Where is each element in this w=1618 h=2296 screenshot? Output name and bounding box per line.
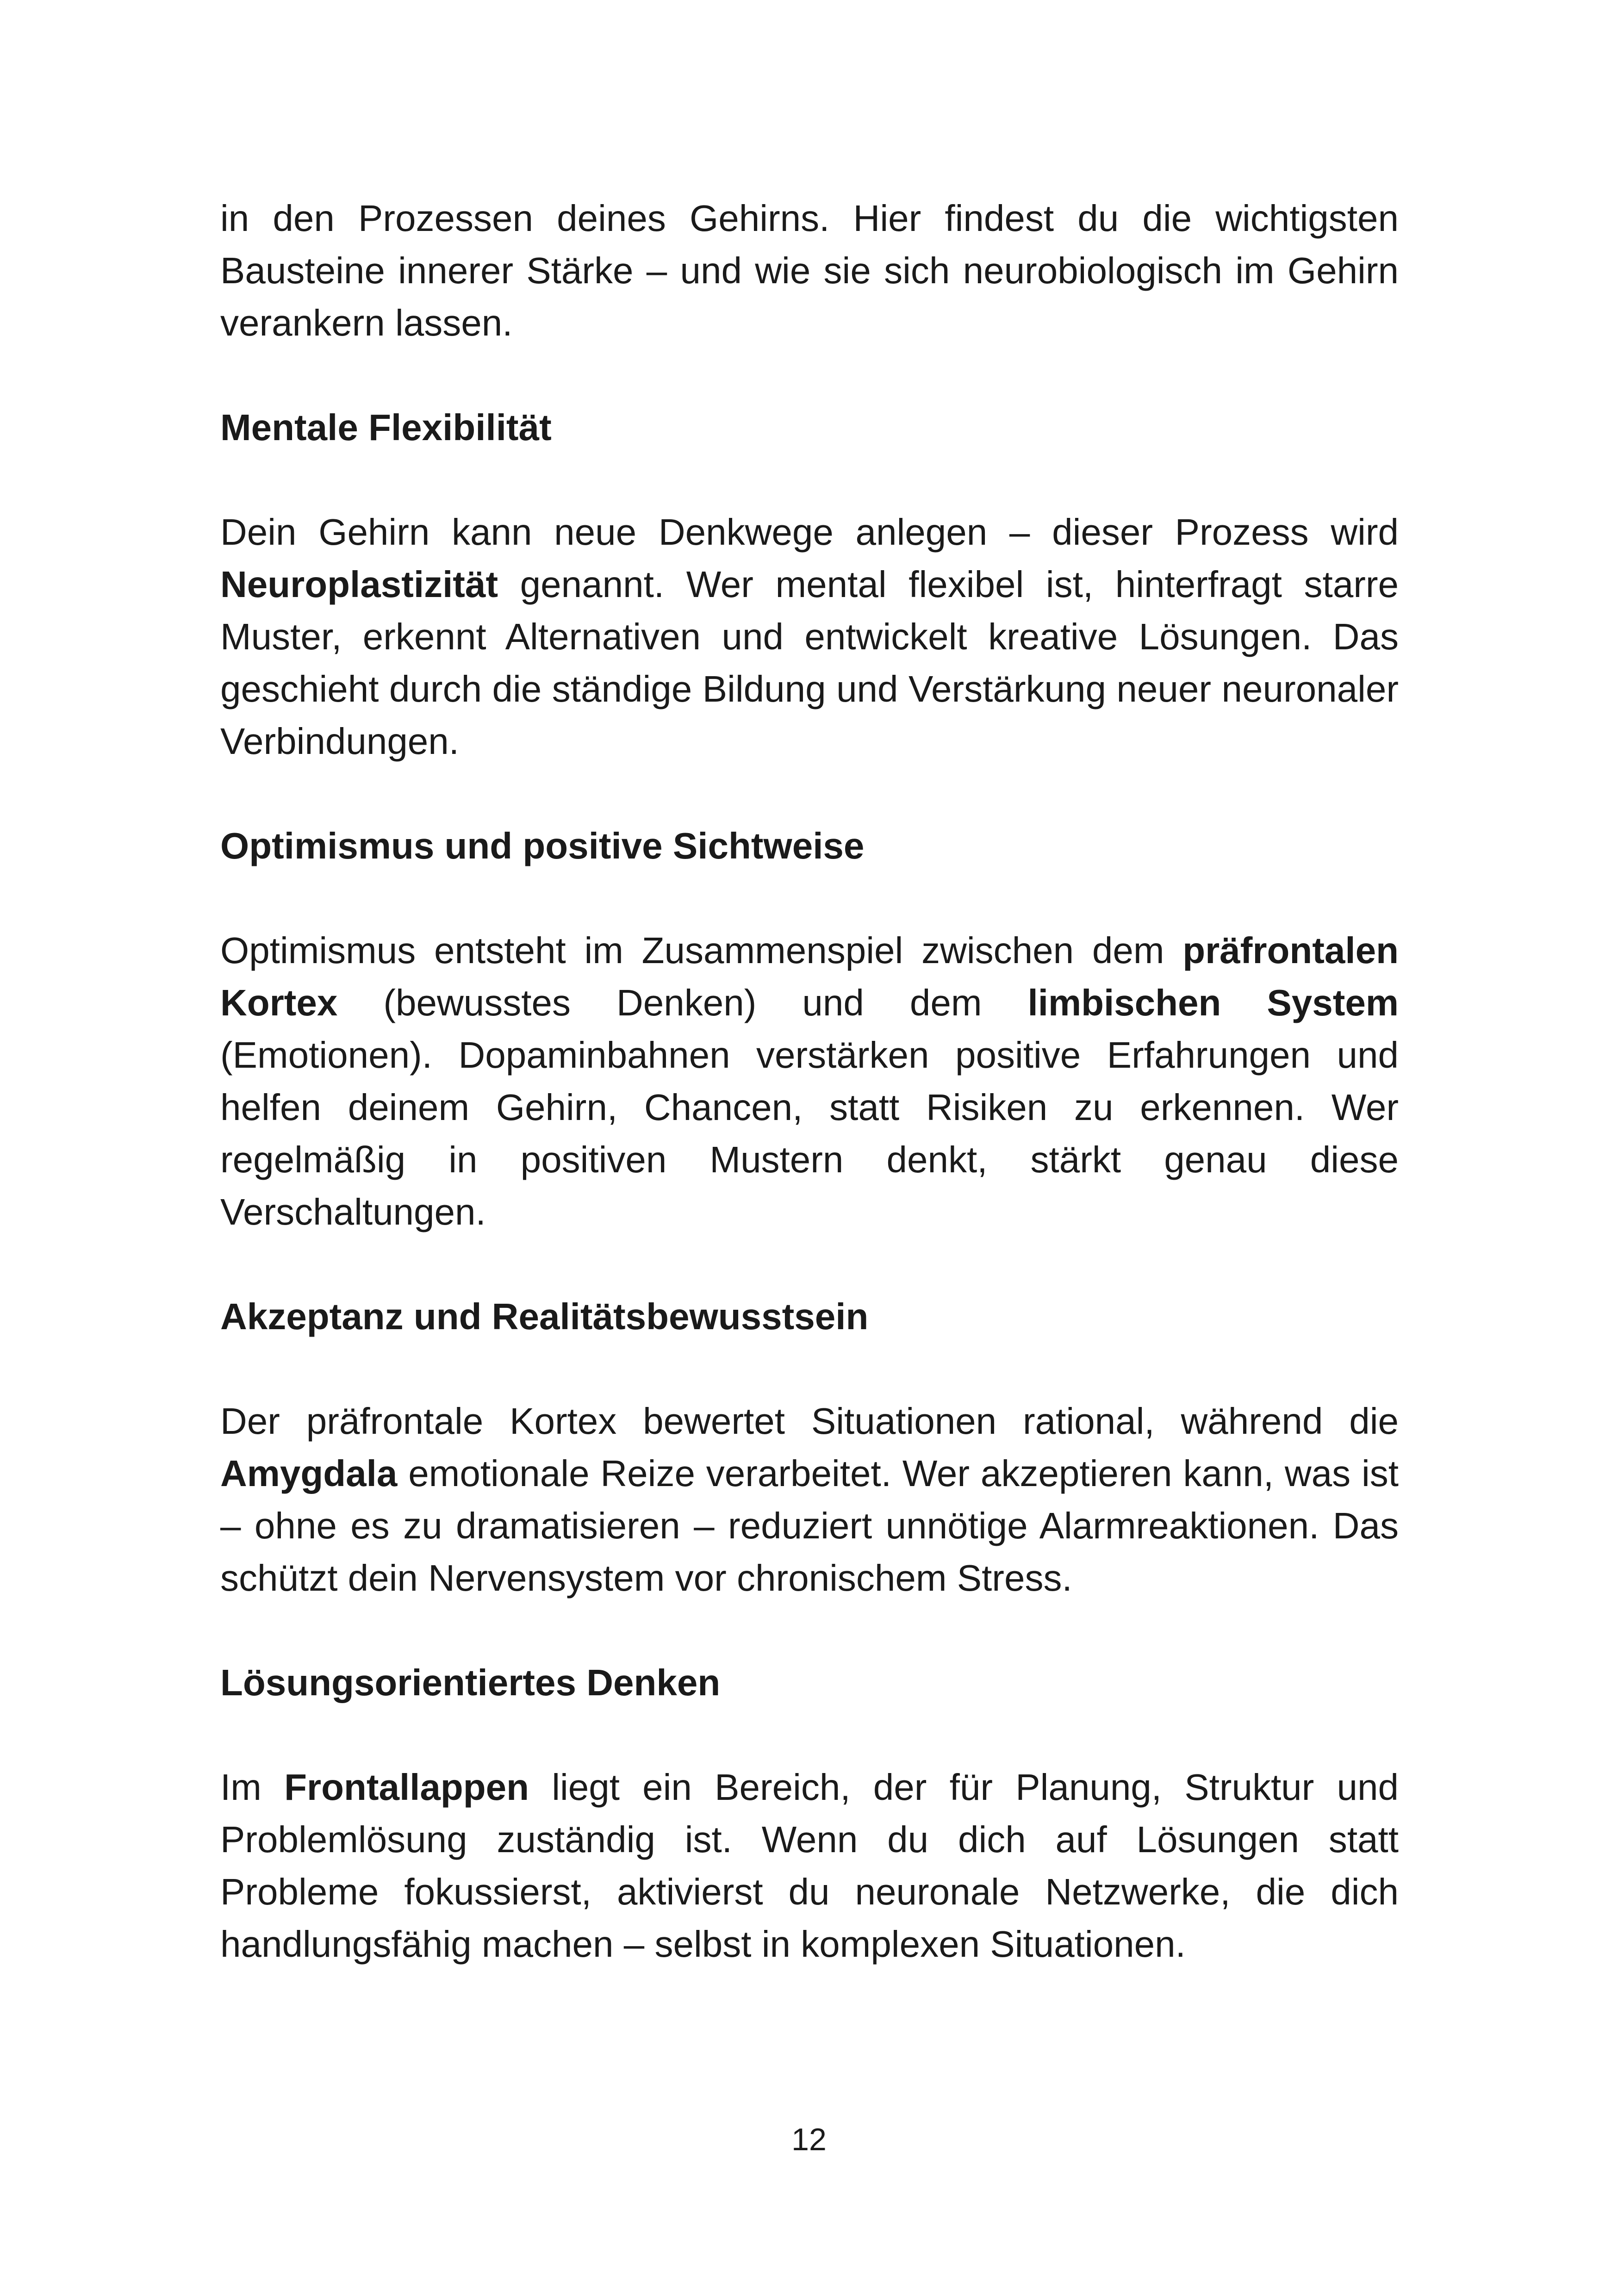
spacer (220, 349, 1399, 401)
paragraph-text: liegt ein Bereich, der für Planung, Struktur und Problemlösung zuständig ist. Wenn du dich auf Lösungen statt Probleme fokussierst, aktivierst du neuronale Netzwerke, die dich handlungsfähig machen – selbst in komplexen Situationen. (220, 1767, 1399, 1965)
section-heading-loesungsorientiert: Lösungsorientiertes Denken (220, 1662, 721, 1703)
paragraph-text: Optimismus entsteht im Zusammenspiel zwischen dem (220, 930, 1183, 971)
section-paragraph-mentale-flexibilitaet (220, 506, 1399, 767)
bold-term: Amygdala (220, 1453, 398, 1494)
paragraph-text: (bewusstes Denken) und dem (337, 982, 1028, 1023)
spacer (220, 1709, 1399, 1761)
spacer (220, 454, 1399, 506)
paragraph-text: genannt. Wer mental flexibel ist, hinterfragt starre Muster, erkennt Alternativen und entwickelt kreative Lösungen. Das geschieht durch die ständige Bildung und Verstärkung neuer neuronaler Verbindungen. (220, 564, 1399, 762)
spacer (220, 1238, 1399, 1290)
section-heading-mentale-flexibilitaet: Mentale Flexibilität (220, 407, 552, 448)
section-paragraph-loesungsorientiert (220, 1761, 1399, 1970)
spacer (220, 1604, 1399, 1656)
page-body (220, 192, 1399, 1970)
bold-term: Frontallappen (284, 1767, 529, 1808)
bold-term: limbischen System (1027, 982, 1399, 1023)
spacer (220, 767, 1399, 820)
section-paragraph-akzeptanz (220, 1395, 1399, 1604)
paragraph-text: Dein Gehirn kann neue Denkwege anlegen – dieser Prozess wird (220, 511, 1399, 553)
spacer (220, 1343, 1399, 1395)
section-heading-optimismus: Optimismus und positive Sichtweise (220, 825, 865, 866)
bold-term: präfrontalen Kortex (220, 930, 1399, 1023)
intro-paragraph: in den Prozessen deines Gehirns. Hier findest du die wichtigsten Bausteine innerer Stärke – und wie sie sich neurobiologisch im Gehirn verankern lassen. (220, 198, 1399, 343)
paragraph-text: (Emotionen). Dopaminbahnen verstärken positive Erfahrungen und helfen deinem Gehirn, Chancen, statt Risiken zu erkennen. Wer regelmäßig in positiven Mustern denkt, stärkt genau diese Verschaltungen. (220, 1034, 1399, 1232)
section-heading-akzeptanz: Akzeptanz und Realitätsbewusstsein (220, 1296, 869, 1337)
paragraph-text: emotionale Reize verarbeitet. Wer akzeptieren kann, was ist – ohne es zu dramatisieren – reduziert unnötige Alarmreaktionen. Das schützt dein Nervensystem vor chronischem Stress. (220, 1453, 1399, 1599)
spacer (220, 872, 1399, 924)
paragraph-text: Im (220, 1767, 285, 1808)
section-paragraph-optimismus (220, 924, 1399, 1238)
bold-term: Neuroplastizität (220, 564, 498, 605)
page-number: 12 (791, 2122, 827, 2157)
paragraph-text: Der präfrontale Kortex bewertet Situationen rational, während die (220, 1400, 1399, 1442)
